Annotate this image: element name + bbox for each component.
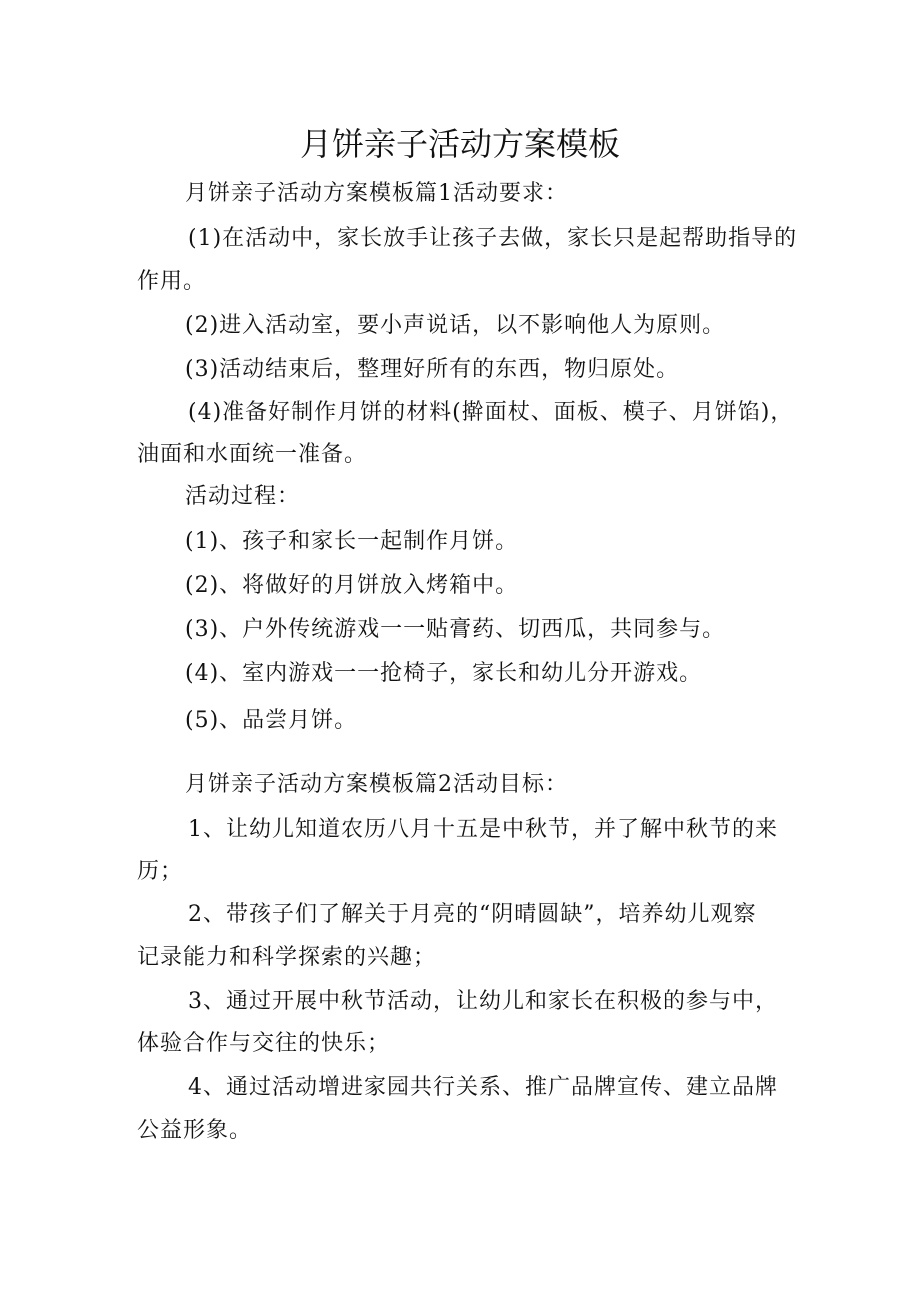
process-step-5: (5)、品尝月饼。 (185, 708, 358, 733)
document-title: 月饼亲子活动方案模板 (299, 125, 620, 163)
process-heading: 活动过程： (185, 484, 301, 509)
process-step-4: (4)、室内游戏一一抢椅子，家长和幼儿分开游戏。 (185, 661, 703, 686)
goal-2-line1: 2、带孩子们了解关于月亮的“阴晴圆缺”，培养幼儿观察 (188, 902, 757, 927)
goal-3-line1: 3、通过开展中秋节活动，让幼儿和家长在积极的参与中， (188, 989, 778, 1014)
requirement-4-line1: (4)准备好制作月饼的材料(擀面杖、面板、模子、月饼馅)， (188, 400, 794, 425)
goal-4-line2: 公益形象。 (137, 1118, 253, 1143)
process-step-2: (2)、将做好的月饼放入烤箱中。 (185, 573, 519, 598)
goal-1-line2: 历； (137, 859, 184, 884)
goal-3-line2: 体验合作与交往的快乐； (137, 1031, 391, 1056)
goal-4-line1: 4、通过活动增进家园共行关系、推广品牌宣传、建立品牌 (188, 1075, 778, 1100)
requirement-1-line2: 作用。 (137, 269, 207, 294)
requirement-3: (3)活动结束后，整理好所有的东西，物归原处。 (185, 357, 680, 382)
process-step-1: (1)、孩子和家长一起制作月饼。 (185, 529, 519, 554)
requirement-1-line1: (1)在活动中，家长放手让孩子去做，家长只是起帮助指导的 (188, 226, 798, 251)
section2-heading: 月饼亲子活动方案模板篇2活动目标： (185, 772, 568, 797)
goal-2-line2: 记录能力和科学探索的兴趣； (137, 945, 437, 970)
section1-heading: 月饼亲子活动方案模板篇1活动要求： (185, 181, 568, 206)
process-step-3: (3)、户外传统游戏一一贴膏药、切西瓜，共同参与。 (185, 617, 726, 642)
goal-1-line1: 1、让幼儿知道农历八月十五是中秋节，并了解中秋节的来 (188, 817, 778, 842)
requirement-2: (2)进入活动室，要小声说话，以不影响他人为原则。 (185, 313, 726, 338)
requirement-4-line2: 油面和水面统一准备。 (137, 442, 368, 467)
